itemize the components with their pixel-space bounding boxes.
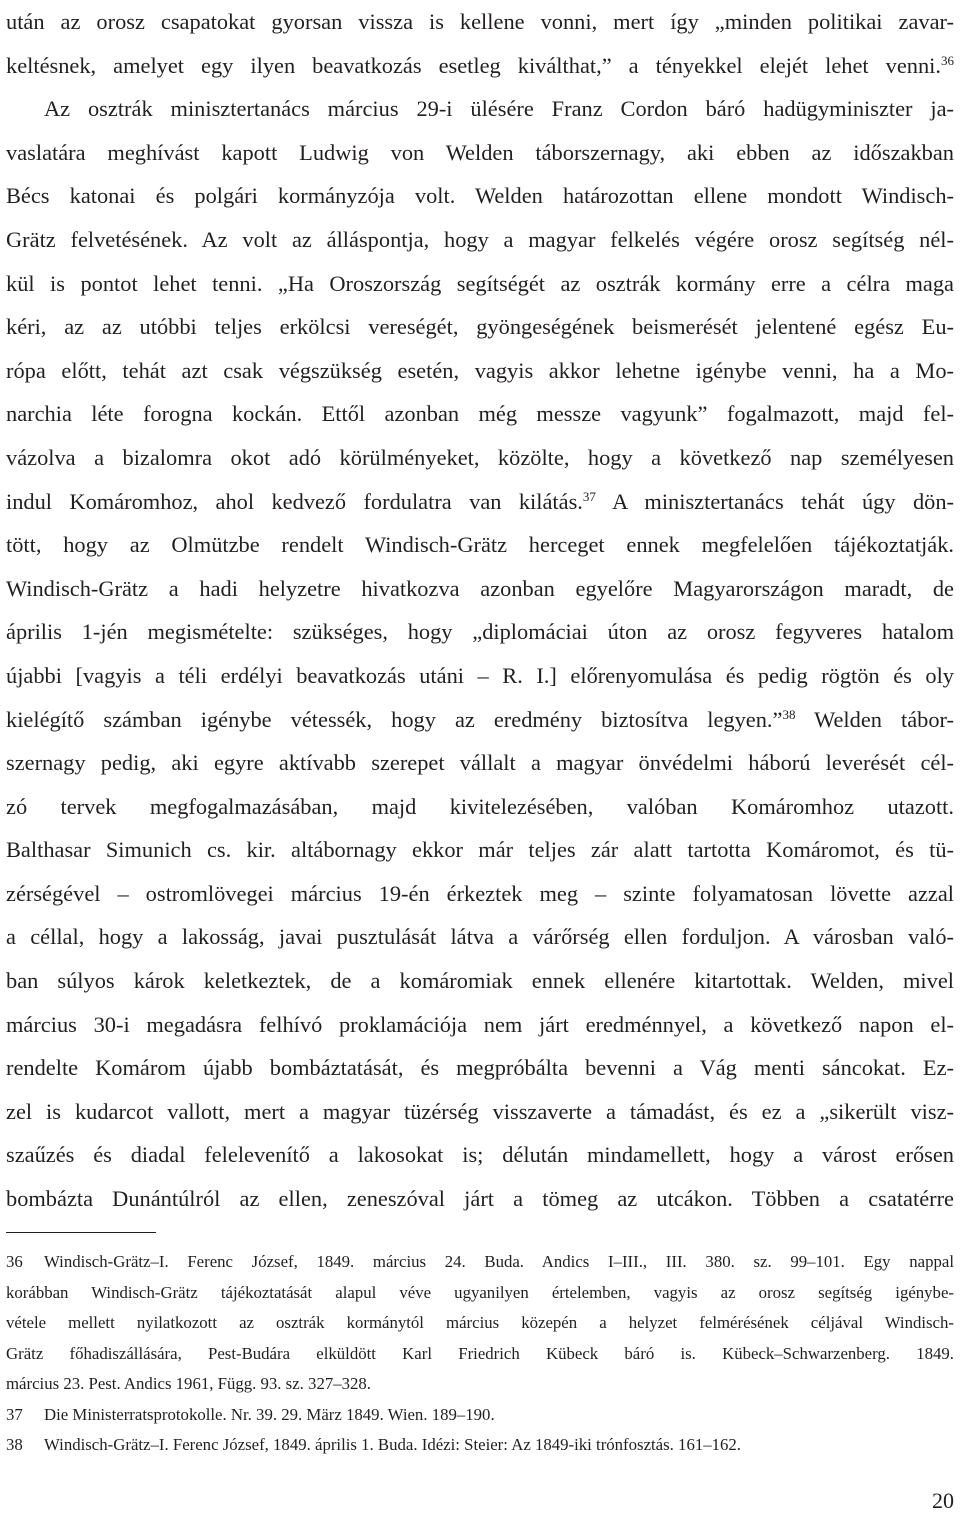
footnote-38: [6, 1430, 954, 1461]
body-text: [6, 0, 954, 1221]
text-line: zérségével – ostromlövegei március 19-én érkeztek meg – szinte folyamatosan lövette azzal: [6, 880, 954, 906]
footnotes: [6, 1247, 954, 1461]
footnote-36-line: március 23. Pest. Andics 1961, Függ. 93. sz. 327–328.: [6, 1374, 371, 1393]
text-line: Az osztrák minisztertanács március 29-i ülésére Franz Cordon báró hadügyminiszter ja-: [44, 96, 954, 122]
footnote-number: 38: [6, 1435, 23, 1454]
text-line: rendelte Komárom újabb bombáztatását, és megpróbálta bevenni a Vág menti sáncokat. Ez-: [6, 1055, 954, 1081]
text-line: április 1-jén megismételte: szükséges, hogy „diplomáciai úton az orosz fegyveres hatalom: [6, 619, 954, 645]
text-line: vázolva a bizalomra okot adó körülményeket, közölte, hogy a következő nap személyesen: [6, 444, 954, 470]
footnote-36-line: korábban Windisch-Grätz tájékoztatását alapul véve ugyanilyen értelemben, vagyis az orosz segítség igénybe-: [6, 1282, 954, 1302]
footnote-text: Die Ministerratsprotokolle. Nr. 39. 29. März 1849. Wien. 189–190.: [44, 1404, 495, 1424]
text-line: ban súlyos károk keletkeztek, de a komáromiak ennek ellenére kitartottak. Welden, mivel: [6, 968, 954, 994]
text-line: [6, 698, 954, 742]
text-line-tail: A minisztertanács tehát úgy dön-: [612, 488, 954, 514]
page-number: 20: [932, 1488, 954, 1513]
footnote-36-line: vétele mellett nyilatkozott az osztrák kormánytól március közepén a helyzet felmérésének céljával Windisch-: [6, 1313, 954, 1332]
footnote-36-line: Grätz főhadiszállására, Pest-Budára elküldött Karl Friedrich Kübeck báró is. Kübeck–Schwarzenberg. 1849.: [6, 1343, 954, 1363]
text-line: [6, 44, 954, 88]
text-line: szernagy pedig, aki egyre aktívabb szerepet vállalt a magyar önvédelmi háború leverését cél-: [6, 750, 954, 776]
text-line: [6, 480, 954, 524]
text-line: vaslatára meghívást kapott Ludwig von Welden táborszernagy, aki ebben az időszakban: [6, 139, 954, 165]
footnote-36-line: [6, 1247, 954, 1278]
text-line: tött, hogy az Olmützbe rendelt Windisch-Grätz herceget ennek megfelelően tájékoztatják.: [6, 532, 954, 558]
text-line: Bécs katonai és polgári kormányzója volt. Welden határozottan ellene mondott Windisch-: [6, 183, 954, 209]
text-line: Balthasar Simunich cs. kir. altábornagy ekkor már teljes zár alatt tartotta Komáromot, és tü-: [6, 837, 954, 863]
text-line: Grätz felvetésének. Az volt az álláspontja, hogy a magyar felkelés végére orosz segítség nél-: [6, 226, 954, 252]
footnote-text: Windisch-Grätz–I. Ferenc József, 1849. március 24. Buda. Andics I–III., III. 380. sz. 99–101. Egy nappal: [44, 1252, 954, 1271]
text-line: bombázta Dunántúlról az ellen, zeneszóval járt a tömeg az utcákon. Többen a csatatérre: [6, 1186, 954, 1212]
footnote-ref-36: 36: [941, 52, 954, 68]
text-line: rópa előtt, tehát azt csak végszükség esetén, vagyis akkor lehetne igénybe venni, ha a Mo-: [6, 357, 954, 383]
text-line-tail: Welden tábor-: [814, 706, 954, 732]
text-line: szaűzés és diadal felelevenítő a lakosokat is; délután mindamellett, hogy a várost erősen: [6, 1142, 954, 1168]
text-line: március 30-i megadásra felhívó proklamációja nem járt eredménnyel, a következő napon el-: [6, 1011, 954, 1037]
text-line: zel is kudarcot vallott, mert a magyar tüzérség visszaverte a támadást, és ez a „sikerült visz-: [6, 1098, 954, 1124]
footnote-text: Windisch-Grätz–I. Ferenc József, 1849. április 1. Buda. Idézi: Steier: Az 1849-iki trónfosztás. 161–162.: [44, 1435, 741, 1454]
text-line-content: kielégítő számban igénybe vétessék, hogy az eredmény biztosítva legyen.”: [6, 706, 783, 732]
text-line: narchia léte forogna kockán. Ettől azonban még messze vagyunk” fogalmazott, majd fel-: [6, 401, 954, 427]
text-line-content: indul Komáromhoz, ahol kedvező fordulatra van kilátás.: [6, 488, 583, 514]
text-line: után az orosz csapatokat gyorsan vissza is kellene vonni, mert így „minden politikai zavar-: [6, 9, 954, 34]
text-line: zó tervek megfogalmazásában, majd kivitelezésében, valóban Komáromhoz utazott.: [6, 793, 954, 819]
text-line: Windisch-Grätz a hadi helyzetre hivatkozva azonban egyelőre Magyarországon maradt, de: [6, 575, 954, 601]
text-line: kéri, az az utóbbi teljes erkölcsi vereségét, gyöngeségének beismerését jelentené egész Eu-: [6, 314, 954, 340]
footnote-number: 36: [6, 1252, 23, 1271]
footnote-ref-38: 38: [782, 706, 796, 722]
footnote-37: [6, 1400, 954, 1431]
text-line: a céllal, hogy a lakosság, javai pusztulását látva a várőrség ellen forduljon. A városban való-: [6, 924, 954, 950]
footnote-separator: [6, 1232, 156, 1233]
text-line-content: keltésnek, amelyet egy ilyen beavatkozás esetleg kiválthat,” a tényekkel elejét lehet venni.: [6, 52, 941, 78]
footnote-number: 37: [6, 1404, 23, 1424]
text-line: kül is pontot lehet tenni. „Ha Oroszország segítségét az osztrák kormány erre a célra maga: [6, 270, 954, 296]
text-line: újabbi [vagyis a téli erdélyi beavatkozás utáni – R. I.] előrenyomulása és pedig rögtön és oly: [6, 662, 954, 688]
footnote-ref-37: 37: [582, 488, 596, 504]
